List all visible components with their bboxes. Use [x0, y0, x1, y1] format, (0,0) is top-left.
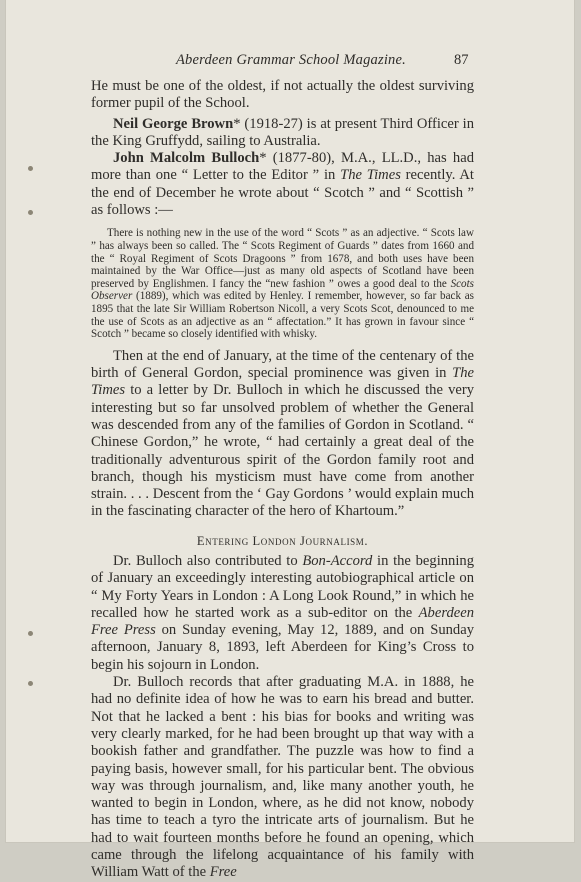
- person-name: John Malcolm Bulloch: [113, 150, 260, 167]
- paragraph: He must be one of the oldest, if not actually the oldest surviving former pupil of the School.: [91, 78, 474, 112]
- margin-mark: [28, 631, 33, 636]
- publication-title: Free: [209, 864, 237, 881]
- article-body: [91, 78, 474, 882]
- publication-title: Bon-Accord: [302, 552, 373, 569]
- paragraph: Dr. Bulloch also contributed to Bon-Accord in the beginning of January an exceedingly interesting autobiographical article on “ My Forty Years in London : A Long Look Round,” in which he recalled how he started work as a sub-editor on the Aberdeen Free Press on Sunday evening, May 12, 1889, and on Sunday afternoon, January 8, 1893, left Aberdeen for King’s Cross to begin his sojourn in London.: [91, 552, 474, 673]
- magazine-page: [6, 0, 574, 881]
- margin-mark: [28, 210, 33, 215]
- publication-title: The Times: [340, 167, 401, 184]
- page-number: 87: [454, 52, 469, 68]
- publication-title: Aberdeen Free Press: [91, 604, 474, 639]
- paragraph: Then at the end of January, at the time of the centenary of the birth of General Gordon, special prominence was given in The Times to a letter by Dr. Bulloch in which he discussed the very interesting but so far unsolved problem of whether the General was descended from any of the families of Gordon in Scotland. “ Chinese Gordon,” he wrote, “ had certainly a great deal of the traditionally adventurous spirit of the Gordon family root and branch, though his mysticism must have come from another strain. . . . Descent from the ‘ Gay Gordons ’ would explain much in the fascinating character of the hero of Khartoum.”: [91, 347, 474, 520]
- margin-mark: [28, 681, 33, 686]
- publication-title: The Times: [91, 365, 474, 399]
- margin-mark: [28, 166, 33, 171]
- paragraph: Dr. Bulloch records that after graduating M.A. in 1888, he had no definite idea of how he was to earn his bread and butter. Not that he lacked a bent : his bias for books and writing was very clearly marked, for he had been brought up that way with a bookish father and grandfather. The puzzle was how to find a paying basis, however small, for his particular bent. The obvious way was through journalism, and, like many another youth, he wanted to begin in London, where, as he did not know, nobody has time to teach a tyro the intricate arts of journalism. But he had to wait fourteen months before he found an opening, which came through the lifelong acquaintance of his family with William Watt of the Free: [91, 674, 474, 881]
- publication-title: Scots Observer: [91, 277, 474, 303]
- running-title: Aberdeen Grammar School Magazine.: [176, 52, 406, 68]
- section-heading: Entering London Journalism.: [196, 533, 369, 548]
- block-quote: There is nothing new in the use of the word “ Scots ” as an adjective. “ Scots law ” has always been so called. The “ Scots Regiment of Guards ” dates from 1660 and the “ Royal Regiment of Scots Dragoons ” from 1678, and both uses have been maintained by the War Office—just as many old aspects of Scotland have been preserved by Englishmen. I fancy the “new fashion ” owes a good deal to the Scots Observer (1889), which was edited by Henley. I remember, however, so far back as 1895 that the late Sir William Robertson Nicoll, a very Scots Scot, denounced to me the use of Scots as an adjective as an “ affectation.” It has grown in favour since “ Scotch ” became so closely identified with whisky.: [91, 227, 474, 341]
- person-name: Neil George Brown: [113, 115, 234, 132]
- paragraph: John Malcolm Bulloch* (1877-80), M.A., LL.D., has had more than one “ Letter to the Editor ” in The Times recently. At the end of December he wrote about “ Scotch ” and “ Scottish ” as follows :—: [91, 150, 474, 219]
- paragraph: Neil George Brown* (1918-27) is at present Third Officer in the King Gruffydd, sailing to Australia.: [91, 115, 474, 149]
- page-header: [6, 52, 574, 72]
